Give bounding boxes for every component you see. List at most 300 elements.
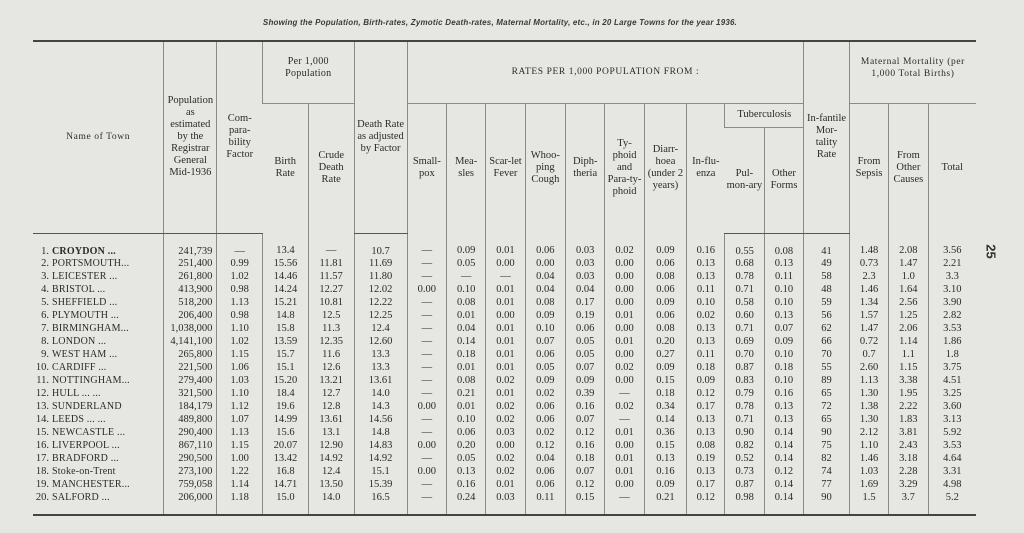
cell-pop: 759,058 (164, 479, 217, 492)
cell-adj: 14.8 (354, 427, 407, 440)
cell-infant: 70 (804, 349, 850, 362)
header-infantile: In-fantile Mor-tality Rate (804, 41, 850, 233)
cell-diph: 0.04 (566, 284, 605, 297)
cell-diarr: 0.08 (644, 323, 687, 336)
cell-scarlet: 0.02 (486, 414, 525, 427)
cell-measles: 0.06 (446, 427, 485, 440)
cell-adj: 14.0 (354, 388, 407, 401)
cell-influ: 0.13 (687, 414, 725, 427)
cell-othc: 2.06 (889, 323, 928, 336)
cell-adj: 14.83 (354, 440, 407, 453)
cell-infant: 49 (804, 258, 850, 271)
cell-pulm: 0.82 (725, 440, 764, 453)
cell-total: 3.75 (928, 362, 976, 375)
cell-crude: 12.5 (308, 310, 354, 323)
cell-pop: 1,038,000 (164, 323, 217, 336)
cell-scarlet: 0.00 (486, 440, 525, 453)
row-index: 3. (41, 271, 49, 282)
town-name: MANCHESTER... (52, 479, 130, 490)
cell-diph: 0.07 (566, 414, 605, 427)
cell-diarr: 0.21 (644, 492, 687, 515)
table-row (33, 401, 976, 414)
cell-influ: 0.16 (687, 233, 725, 258)
cell-other: 0.11 (764, 271, 803, 284)
cell-other: 0.12 (764, 466, 803, 479)
table-row (33, 349, 976, 362)
cell-crude: 13.61 (308, 414, 354, 427)
cell-total: 2.21 (928, 258, 976, 271)
cell-pop: 184,179 (164, 401, 217, 414)
cell-smallpox: — (407, 427, 446, 440)
cell-pulm: 0.55 (725, 233, 764, 258)
cell-influ: 0.13 (687, 427, 725, 440)
cell-other: 0.13 (764, 414, 803, 427)
cell-pulm: 0.60 (725, 310, 764, 323)
cell-influ: 0.12 (687, 492, 725, 515)
cell-diph: 0.19 (566, 310, 605, 323)
town-name: CARDIFF ... (52, 362, 107, 373)
cell-scarlet: 0.02 (486, 453, 525, 466)
cell-factor: 1.02 (217, 271, 263, 284)
cell-birth: 15.56 (263, 258, 309, 271)
cell-adj: 13.3 (354, 362, 407, 375)
table-row (33, 414, 976, 427)
cell-whooping: 0.12 (525, 440, 565, 453)
cell-diarr: 0.20 (644, 336, 687, 349)
cell-measles: 0.20 (446, 440, 485, 453)
cell-diph: 0.39 (566, 388, 605, 401)
table-caption: Showing the Population, Birth-rates, Zymotic Death-rates, Maternal Mortality, etc., in 20 Large Towns for the year 1936. (262, 18, 738, 27)
row-index: 10. (35, 362, 49, 373)
cell-factor: 1.13 (217, 297, 263, 310)
cell-crude: 13.1 (308, 427, 354, 440)
row-index: 18. (35, 466, 49, 477)
cell-birth: 14.46 (263, 271, 309, 284)
cell-smallpox: — (407, 362, 446, 375)
cell-infant: 48 (804, 284, 850, 297)
cell-factor: 1.12 (217, 401, 263, 414)
cell-measles: 0.10 (446, 284, 485, 297)
cell-othc: 1.95 (889, 388, 928, 401)
header-measles: Mea-sles (446, 103, 485, 233)
cell-diarr: 0.09 (644, 362, 687, 375)
town-cell (33, 427, 164, 440)
table-row (33, 258, 976, 271)
town-cell (33, 388, 164, 401)
cell-infant: 74 (804, 466, 850, 479)
cell-total: 4.64 (928, 453, 976, 466)
cell-influ: 0.13 (687, 258, 725, 271)
town-name: HULL ... ... (52, 388, 101, 399)
town-name: Stoke-on-Trent (52, 466, 116, 477)
cell-pop: 4,141,100 (164, 336, 217, 349)
cell-measles: 0.08 (446, 375, 485, 388)
cell-pop: 206,400 (164, 310, 217, 323)
cell-smallpox: 0.00 (407, 466, 446, 479)
cell-othc: 1.0 (889, 271, 928, 284)
cell-measles: 0.05 (446, 258, 485, 271)
cell-typhoid: 0.01 (605, 453, 644, 466)
town-cell (33, 310, 164, 323)
row-index: 14. (35, 414, 49, 425)
cell-sepsis: 2.3 (849, 271, 888, 284)
cell-crude: 11.81 (308, 258, 354, 271)
town-cell (33, 362, 164, 375)
cell-pulm: 0.79 (725, 388, 764, 401)
cell-other: 0.14 (764, 440, 803, 453)
cell-measles: 0.01 (446, 362, 485, 375)
cell-crude: 14.0 (308, 492, 354, 515)
cell-pop: 518,200 (164, 297, 217, 310)
town-name: LIVERPOOL ... (52, 440, 120, 451)
cell-typhoid: 0.00 (605, 479, 644, 492)
cell-pop: 273,100 (164, 466, 217, 479)
town-cell (33, 453, 164, 466)
cell-scarlet: 0.01 (486, 323, 525, 336)
cell-smallpox: — (407, 453, 446, 466)
header-maternal: Maternal Mortality (per 1,000 Total Births) (849, 41, 976, 103)
table-row (33, 375, 976, 388)
cell-influ: 0.09 (687, 375, 725, 388)
cell-smallpox: — (407, 297, 446, 310)
cell-crude: 12.27 (308, 284, 354, 297)
town-name: PLYMOUTH ... (52, 310, 119, 321)
cell-smallpox: — (407, 388, 446, 401)
cell-diph: 0.07 (566, 362, 605, 375)
row-index: 6. (41, 310, 49, 321)
row-index: 7. (41, 323, 49, 334)
cell-pop: 206,000 (164, 492, 217, 515)
cell-birth: 14.24 (263, 284, 309, 297)
cell-whooping: 0.07 (525, 336, 565, 349)
cell-infant: 90 (804, 492, 850, 515)
cell-scarlet: 0.00 (486, 310, 525, 323)
cell-birth: 14.99 (263, 414, 309, 427)
cell-othc: 2.56 (889, 297, 928, 310)
cell-adj: 12.4 (354, 323, 407, 336)
town-name: WEST HAM ... (52, 349, 118, 360)
table-body (33, 233, 976, 515)
cell-sepsis: 0.73 (849, 258, 888, 271)
cell-pulm: 0.83 (725, 375, 764, 388)
cell-pop: 221,500 (164, 362, 217, 375)
cell-infant: 90 (804, 427, 850, 440)
cell-smallpox: — (407, 414, 446, 427)
town-name: SUNDERLAND (52, 401, 122, 412)
cell-smallpox: — (407, 479, 446, 492)
cell-diph: 0.12 (566, 427, 605, 440)
cell-influ: 0.17 (687, 479, 725, 492)
cell-adj: 12.22 (354, 297, 407, 310)
cell-influ: 0.17 (687, 401, 725, 414)
header-other-forms: Other Forms (764, 127, 803, 233)
header-rates-group: RATES PER 1,000 POPULATION FROM : (407, 41, 804, 103)
cell-typhoid: 0.00 (605, 258, 644, 271)
cell-crude: 12.7 (308, 388, 354, 401)
cell-diarr: 0.13 (644, 453, 687, 466)
cell-birth: 14.71 (263, 479, 309, 492)
cell-diarr: 0.14 (644, 414, 687, 427)
cell-diph: 0.09 (566, 375, 605, 388)
cell-othc: 1.25 (889, 310, 928, 323)
cell-birth: 15.21 (263, 297, 309, 310)
cell-othc: 2.43 (889, 440, 928, 453)
cell-pop: 279,400 (164, 375, 217, 388)
cell-adj: 11.80 (354, 271, 407, 284)
cell-adj: 14.3 (354, 401, 407, 414)
cell-birth: 13.59 (263, 336, 309, 349)
header-total: Total (928, 103, 976, 233)
cell-pulm: 0.58 (725, 297, 764, 310)
row-index: 20. (35, 491, 49, 503)
cell-influ: 0.11 (687, 349, 725, 362)
cell-othc: 2.22 (889, 401, 928, 414)
cell-whooping: 0.04 (525, 271, 565, 284)
cell-smallpox: — (407, 310, 446, 323)
cell-scarlet: 0.01 (486, 349, 525, 362)
cell-birth: 15.20 (263, 375, 309, 388)
table-row (33, 271, 976, 284)
cell-other: 0.10 (764, 284, 803, 297)
cell-pop: 261,800 (164, 271, 217, 284)
page-number: 25 (983, 244, 999, 259)
cell-infant: 55 (804, 362, 850, 375)
town-name: LEEDS ... ... (52, 414, 106, 425)
cell-diarr: 0.27 (644, 349, 687, 362)
cell-typhoid: — (605, 492, 644, 515)
cell-adj: 10.7 (354, 233, 407, 258)
row-index: 4. (41, 284, 49, 295)
cell-infant: 72 (804, 401, 850, 414)
row-index: 13. (35, 401, 49, 412)
cell-typhoid: 0.00 (605, 271, 644, 284)
cell-infant: 82 (804, 453, 850, 466)
cell-diph: 0.03 (566, 258, 605, 271)
cell-birth: 15.7 (263, 349, 309, 362)
town-cell (33, 466, 164, 479)
cell-other: 0.10 (764, 297, 803, 310)
cell-infant: 66 (804, 336, 850, 349)
cell-smallpox: — (407, 323, 446, 336)
row-index: 11. (36, 375, 49, 386)
town-name: LEICESTER ... (52, 271, 118, 282)
cell-measles: 0.05 (446, 453, 485, 466)
cell-factor: 1.07 (217, 414, 263, 427)
cell-scarlet: 0.01 (486, 233, 525, 258)
header-per-1000: Per 1,000 Population (263, 41, 354, 103)
cell-total: 3.60 (928, 401, 976, 414)
cell-smallpox: — (407, 492, 446, 515)
cell-total: 5.2 (928, 492, 976, 515)
row-index: 1. (41, 245, 49, 257)
cell-scarlet: 0.01 (486, 297, 525, 310)
cell-infant: 65 (804, 414, 850, 427)
cell-influ: 0.13 (687, 271, 725, 284)
cell-pop: 321,500 (164, 388, 217, 401)
cell-influ: 0.19 (687, 453, 725, 466)
cell-pulm: 0.52 (725, 453, 764, 466)
cell-total: 4.51 (928, 375, 976, 388)
cell-measles: 0.08 (446, 297, 485, 310)
cell-adj: 14.92 (354, 453, 407, 466)
cell-infant: 77 (804, 479, 850, 492)
cell-diph: 0.05 (566, 349, 605, 362)
cell-sepsis: 1.38 (849, 401, 888, 414)
cell-factor: 1.15 (217, 349, 263, 362)
cell-typhoid: 0.00 (605, 440, 644, 453)
cell-whooping: 0.11 (525, 492, 565, 515)
cell-whooping: 0.04 (525, 284, 565, 297)
town-cell (33, 414, 164, 427)
cell-pulm: 0.71 (725, 284, 764, 297)
cell-crude: 12.4 (308, 466, 354, 479)
cell-diarr: 0.06 (644, 258, 687, 271)
cell-other: 0.14 (764, 479, 803, 492)
cell-birth: 13.4 (263, 233, 309, 258)
cell-factor: 0.98 (217, 284, 263, 297)
cell-pulm: 0.87 (725, 362, 764, 375)
cell-crude: 11.57 (308, 271, 354, 284)
cell-whooping: 0.10 (525, 323, 565, 336)
table-row (33, 297, 976, 310)
cell-typhoid: 0.00 (605, 284, 644, 297)
cell-pulm: 0.69 (725, 336, 764, 349)
cell-influ: 0.13 (687, 466, 725, 479)
cell-diph: 0.17 (566, 297, 605, 310)
cell-smallpox: — (407, 336, 446, 349)
row-index: 2. (41, 258, 49, 269)
header-adjusted-death: Death Rate as adjusted by Factor (354, 41, 407, 233)
cell-birth: 15.8 (263, 323, 309, 336)
cell-whooping: 0.09 (525, 310, 565, 323)
cell-total: 3.3 (928, 271, 976, 284)
cell-othc: 3.18 (889, 453, 928, 466)
cell-total: 1.86 (928, 336, 976, 349)
cell-birth: 16.8 (263, 466, 309, 479)
cell-diph: 0.03 (566, 233, 605, 258)
row-index: 16. (35, 440, 49, 451)
cell-adj: 15.39 (354, 479, 407, 492)
cell-other: 0.10 (764, 349, 803, 362)
cell-pulm: 0.78 (725, 271, 764, 284)
cell-typhoid: 0.01 (605, 310, 644, 323)
cell-whooping: 0.06 (525, 233, 565, 258)
cell-whooping: 0.06 (525, 466, 565, 479)
row-index: 5. (41, 297, 49, 308)
cell-other: 0.16 (764, 388, 803, 401)
cell-diarr: 0.15 (644, 375, 687, 388)
statistics-table (33, 40, 976, 516)
cell-birth: 15.6 (263, 427, 309, 440)
cell-other: 0.13 (764, 310, 803, 323)
cell-total: 3.31 (928, 466, 976, 479)
row-index: 17. (35, 453, 49, 464)
cell-measles: 0.21 (446, 388, 485, 401)
cell-sepsis: 1.46 (849, 284, 888, 297)
cell-factor: 1.15 (217, 440, 263, 453)
town-cell (33, 258, 164, 271)
cell-birth: 14.8 (263, 310, 309, 323)
cell-other: 0.09 (764, 336, 803, 349)
cell-sepsis: 1.03 (849, 466, 888, 479)
cell-factor: 1.06 (217, 362, 263, 375)
cell-othc: 3.29 (889, 479, 928, 492)
cell-smallpox: — (407, 233, 446, 258)
cell-adj: 13.61 (354, 375, 407, 388)
cell-pop: 489,800 (164, 414, 217, 427)
cell-typhoid: — (605, 414, 644, 427)
town-cell (33, 284, 164, 297)
cell-diph: 0.06 (566, 323, 605, 336)
cell-whooping: 0.00 (525, 258, 565, 271)
cell-whooping: 0.06 (525, 349, 565, 362)
town-name: LONDON ... (52, 336, 107, 347)
cell-measles: 0.18 (446, 349, 485, 362)
statistics-table-container (33, 40, 976, 516)
cell-total: 3.90 (928, 297, 976, 310)
cell-influ: 0.11 (687, 284, 725, 297)
cell-pulm: 0.90 (725, 427, 764, 440)
cell-other: 0.14 (764, 492, 803, 515)
cell-othc: 1.1 (889, 349, 928, 362)
cell-birth: 15.0 (263, 492, 309, 515)
cell-pulm: 0.68 (725, 258, 764, 271)
cell-crude: 10.81 (308, 297, 354, 310)
cell-other: 0.13 (764, 401, 803, 414)
cell-sepsis: 0.72 (849, 336, 888, 349)
cell-infant: 65 (804, 388, 850, 401)
cell-adj: 13.3 (354, 349, 407, 362)
cell-typhoid: 0.01 (605, 336, 644, 349)
cell-factor: 1.18 (217, 492, 263, 515)
cell-influ: 0.13 (687, 336, 725, 349)
cell-sepsis: 1.30 (849, 388, 888, 401)
cell-whooping: 0.02 (525, 388, 565, 401)
cell-adj: 12.25 (354, 310, 407, 323)
cell-total: 1.8 (928, 349, 976, 362)
cell-scarlet: 0.01 (486, 284, 525, 297)
cell-sepsis: 1.5 (849, 492, 888, 515)
cell-sepsis: 1.34 (849, 297, 888, 310)
cell-scarlet: 0.01 (486, 479, 525, 492)
cell-other: 0.07 (764, 323, 803, 336)
cell-other: 0.08 (764, 233, 803, 258)
cell-othc: 3.38 (889, 375, 928, 388)
cell-typhoid: 0.02 (605, 233, 644, 258)
cell-crude: 13.21 (308, 375, 354, 388)
header-other-causes: From Other Causes (889, 103, 928, 233)
cell-infant: 59 (804, 297, 850, 310)
cell-influ: 0.12 (687, 388, 725, 401)
cell-pop: 867,110 (164, 440, 217, 453)
cell-crude: 14.92 (308, 453, 354, 466)
cell-factor: 0.98 (217, 310, 263, 323)
cell-total: 4.98 (928, 479, 976, 492)
table-row (33, 440, 976, 453)
cell-whooping: 0.04 (525, 453, 565, 466)
header-birth-rate: Birth Rate (274, 156, 296, 180)
table-row (33, 323, 976, 336)
cell-diarr: 0.15 (644, 440, 687, 453)
cell-infant: 58 (804, 271, 850, 284)
cell-other: 0.14 (764, 453, 803, 466)
cell-diph: 0.07 (566, 466, 605, 479)
town-cell (33, 479, 164, 492)
cell-pulm: 0.71 (725, 323, 764, 336)
cell-factor: 1.22 (217, 466, 263, 479)
cell-factor: 1.03 (217, 375, 263, 388)
cell-measles: — (446, 271, 485, 284)
